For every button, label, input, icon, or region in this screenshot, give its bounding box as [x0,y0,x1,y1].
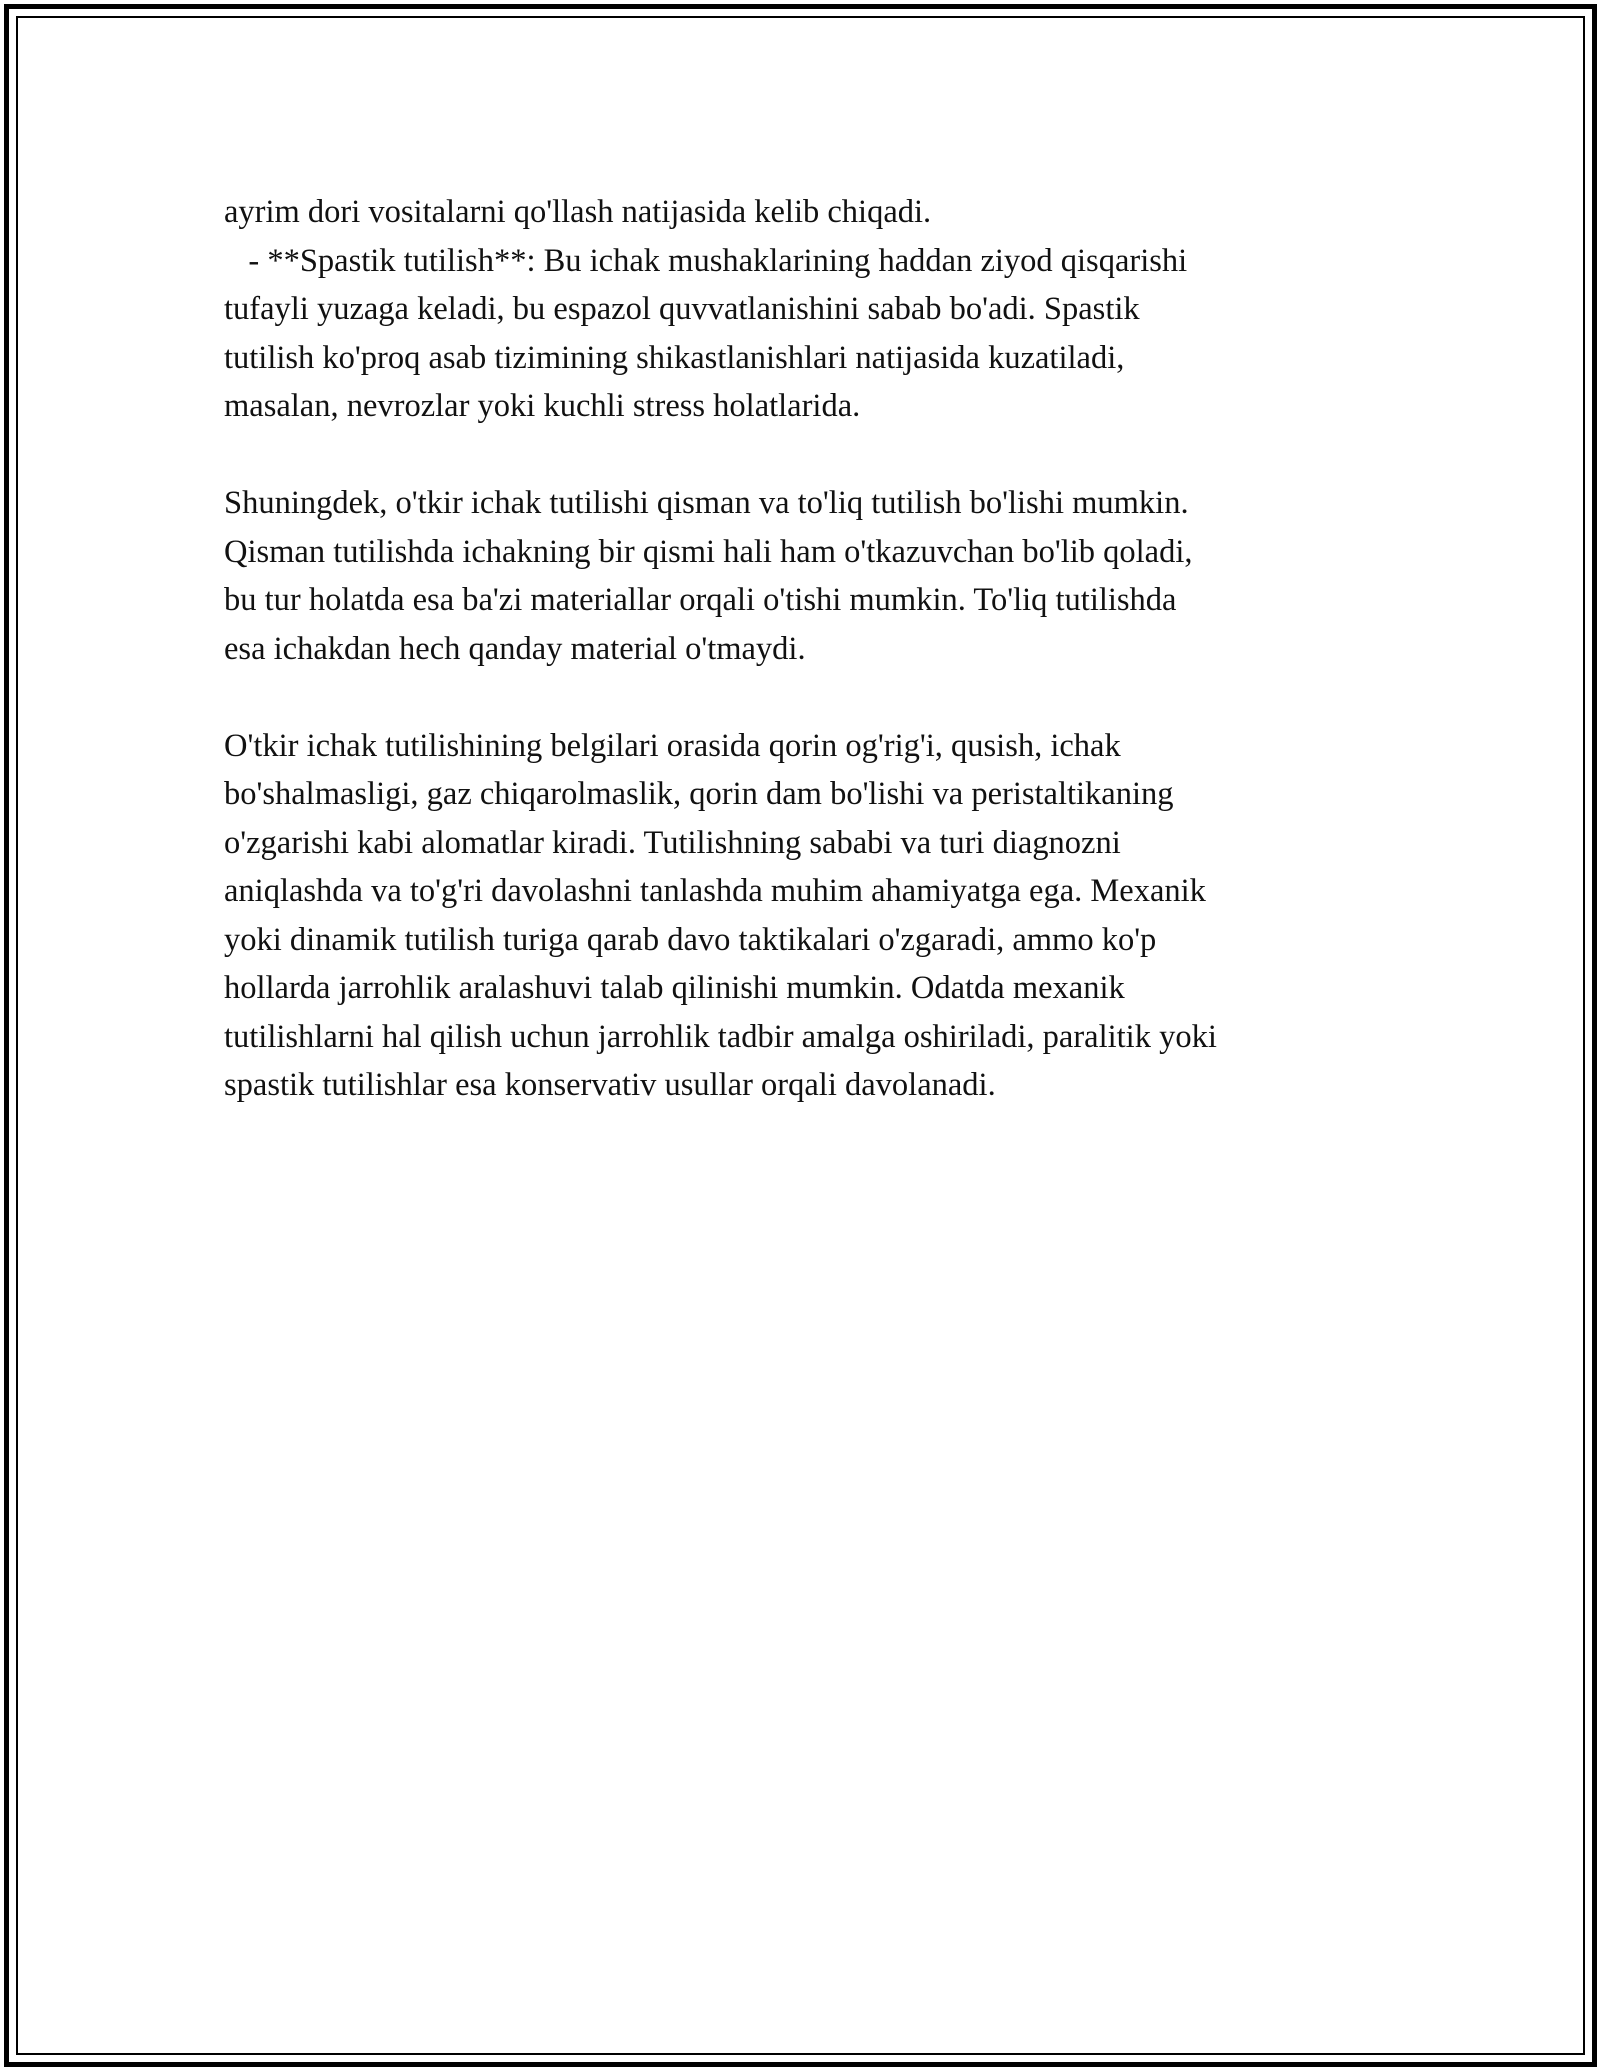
text-line: yoki dinamik tutilish turiga qarab davo taktikalari o'zgaradi, ammo ko'p [224,921,1157,958]
text-line: Qisman tutilishda ichakning bir qismi hali ham o'tkazuvchan bo'lib qoladi, [224,533,1193,570]
text-line: ayrim dori vositalarni qo'llash natijasida kelib chiqadi. [224,194,932,230]
text-line: tutilishlarni hal qilish uchun jarrohlik tadbir amalga oshiriladi, paralitik yoki [224,1018,1217,1055]
text-line: bo'shalmasligi, gaz chiqarolmaslik, qorin dam bo'lishi va peristaltikaning [224,776,1174,812]
text-line: tufayli yuzaga keladi, bu espazol quvvatlanishini sabab bo'adi. Spastik [224,291,1140,327]
text-line: masalan, nevrozlar yoki kuchli stress holatlarida. [224,388,861,424]
paragraph-spacer [224,431,1374,480]
text-line: spastik tutilishlar esa konservativ usullar orqali davolanadi. [224,1067,996,1103]
text-line: o'zgarishi kabi alomatlar kiradi. Tutilishning sababi va turi diagnozni [224,824,1121,861]
text-line: Shuningdek, o'tkir ichak tutilishi qisman va to'liq tutilish bo'lishi mumkin. [224,485,1189,521]
text-line: tutilish ko'proq asab tizimining shikastlanishlari natijasida kuzatiladi, [224,339,1125,376]
paragraph [224,479,1374,673]
paragraph-spacer [224,673,1374,722]
text-line: - **Spastik tutilish**: Bu ichak mushaklarining haddan ziyod qisqarishi [224,242,1188,279]
text-line: aniqlashda va to'g'ri davolashni tanlashda muhim ahamiyatga ega. Mexanik [224,873,1206,909]
text-line: O'tkir ichak tutilishining belgilari orasida qorin og'rig'i, qusish, ichak [224,727,1121,764]
text-line: hollarda jarrohlik aralashuvi talab qilinishi mumkin. Odatda mexanik [224,970,1125,1006]
document-body [224,188,1374,1110]
paragraph [224,722,1374,1110]
text-line: bu tur holatda esa ba'zi materiallar orqali o'tishi mumkin. To'liq tutilishda [224,582,1177,618]
text-line: esa ichakdan hech qanday material o'tmaydi. [224,630,806,667]
paragraph [224,188,1374,431]
